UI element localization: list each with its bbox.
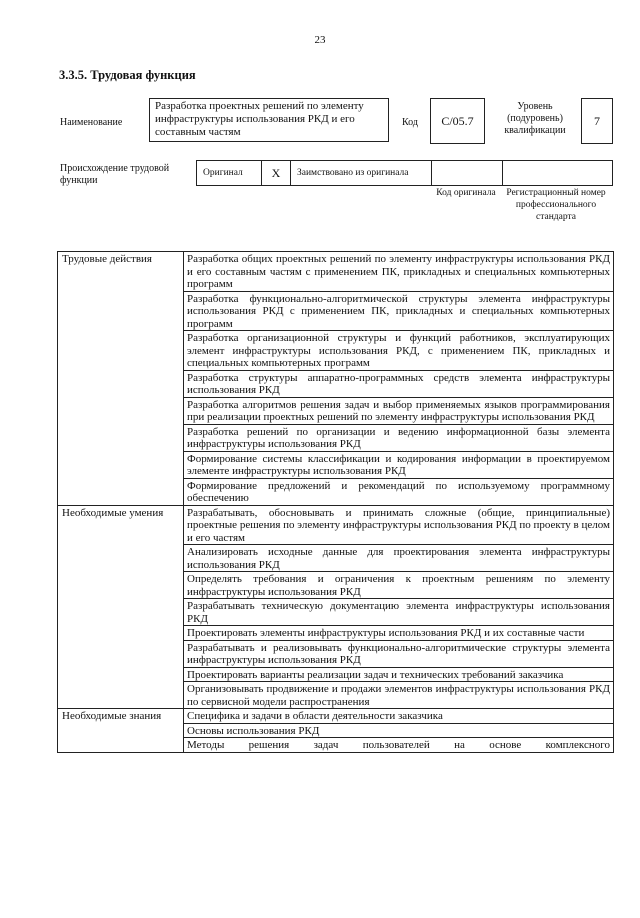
table-row — [58, 505, 614, 545]
table-cell: Формирование предложений и рекомендаций по используемому программному обеспечению — [184, 478, 614, 505]
table-cell: Анализировать исходные данные для проектирования элемента инфраструктуры использования РКД — [184, 545, 614, 572]
table-row — [58, 252, 614, 292]
table-cell: Организовывать продвижение и продажи элементов инфраструктуры использования РКД по сервисной модели распространения — [184, 682, 614, 709]
function-name-value: Разработка проектных решений по элементу инфраструктуры использования РКД и его составным частям — [155, 100, 364, 138]
borrowed-label: Заимствовано из оригинала — [291, 161, 432, 186]
original-code-cell — [432, 161, 503, 186]
table-cell: Разрабатывать, обосновывать и принимать сложные (общие, принципиальные) проектные решения по элементу инфраструктуры использования РКД по проекту в целом и его частям — [184, 505, 614, 545]
table-cell: Основы использования РКД — [184, 723, 614, 738]
origin-label: Происхождение трудовой функции — [60, 163, 170, 186]
reg-number-cell — [503, 161, 613, 186]
table-cell: Проектировать элементы инфраструктуры использования РКД и их составные части — [184, 626, 614, 641]
table-cell: Специфика и задачи в области деятельности заказчика — [184, 709, 614, 724]
original-mark: X — [262, 161, 291, 186]
original-label: Оригинал — [197, 161, 262, 186]
table-cell: Определять требования и ограничения к проектным решениям по элементу инфраструктуры использования РКД — [184, 572, 614, 599]
table-cell: Разработка структуры аппаратно-программных средств элемента инфраструктуры использования РКД — [184, 370, 614, 397]
reg-number-caption: Регистрационный номер профессионального стандарта — [506, 188, 606, 222]
section-title-knowledge: Необходимые знания — [58, 709, 184, 753]
level-label: Уровень (подуровень) квалификации — [504, 101, 566, 136]
table-cell: Разработка общих проектных решений по элементу инфраструктуры использования РКД и его составным частям с применением ПК, прикладных и специальных компьютерных программ — [184, 252, 614, 292]
original-code-caption: Код оригинала — [436, 188, 496, 198]
table-cell: Разработка функционально-алгоритмической структуры элемента инфраструктуры использования РКД с применением ПК, прикладных и специальных компьютерных программ — [184, 291, 614, 331]
table-row — [58, 709, 614, 724]
table-cell: Разработка организационной структуры и функций работников, эксплуатирующих элемент инфраструктуры использования РКД, с применением ПК, прикладных и специальных компьютерных программ — [184, 331, 614, 371]
code-value: C/05.7 — [441, 113, 474, 128]
function-name-box — [149, 98, 389, 142]
page-number: 23 — [314, 34, 326, 46]
table-cell: Разработка алгоритмов решения задач и выбор применяемых языков программирования при реализации проектных решений по элементу инфраструктуры использования РКД — [184, 397, 614, 424]
name-label: Наименование — [60, 117, 123, 128]
table-cell: Разработка решений по организации и ведению информационной базы элемента инфраструктуры использования РКД — [184, 424, 614, 451]
table-cell: Методы решения задач пользователей на основе комплексного — [184, 738, 614, 753]
origin-table — [196, 160, 613, 186]
table-cell: Проектировать варианты реализации задач и технических требований заказчика — [184, 667, 614, 682]
code-label: Код — [402, 117, 418, 128]
section-title-actions: Трудовые действия — [58, 252, 184, 506]
section-title: 3.3.5. Трудовая функция — [59, 68, 196, 82]
level-value: 7 — [594, 113, 600, 128]
code-box — [430, 98, 485, 144]
level-box — [581, 98, 613, 144]
function-table — [57, 251, 614, 753]
table-cell: Формирование системы классификации и кодирования информации в проектируемом элементе инфраструктуры использования РКД — [184, 451, 614, 478]
section-title-skills: Необходимые умения — [58, 505, 184, 709]
table-cell: Разрабатывать и реализовывать функционально-алгоритмические структуры элемента инфраструктуры использования РКД — [184, 640, 614, 667]
table-cell: Разрабатывать техническую документацию элемента инфраструктуры использования РКД — [184, 599, 614, 626]
